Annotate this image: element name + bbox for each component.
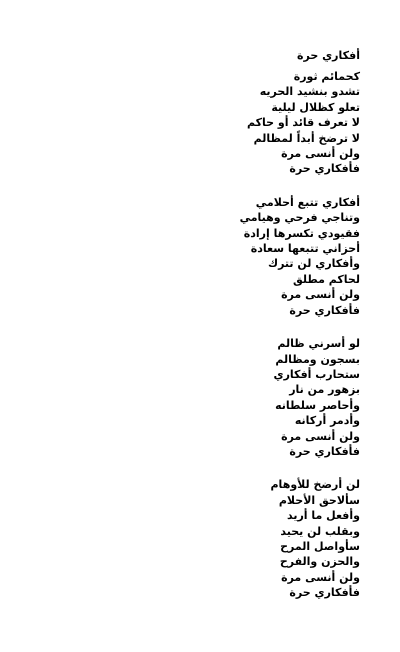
poem-line: لن أرضخ للأوهام	[270, 478, 360, 492]
poem-line: تشدو بنشيد الحريه	[259, 85, 360, 99]
poem-line: فأفكاري حرة	[289, 586, 360, 600]
poem-line: تعلو كظلال ليلية	[271, 100, 360, 114]
stanza-4	[40, 477, 360, 600]
poem-line: وأفكاري لن تترك	[268, 257, 360, 271]
poem-line: فقيودي تكسرها إرادة	[243, 226, 360, 240]
poem-line: فأفكاري حرة	[289, 162, 360, 176]
poem-line: كحمائم ثورة	[293, 70, 360, 83]
poem-line: لا تعرف قائد أو حاكم	[247, 116, 360, 130]
poem-line: والحزن والفرح	[279, 555, 360, 569]
stanza-2	[40, 195, 360, 318]
poem-line: ولن أنسى مرة	[281, 429, 360, 443]
poem-line: وأدمر أركانه	[294, 414, 360, 428]
poem-line: سألاحق الأحلام	[278, 493, 360, 507]
poem-line: لو أسرني ظالم	[277, 337, 360, 351]
poem-line: وأحاصر سلطانه	[275, 398, 360, 412]
stanza-3	[40, 336, 360, 459]
poem-line: بزهور من نار	[289, 383, 360, 397]
poem-line: بسجون ومظالم	[275, 352, 360, 366]
poem-line: لا ترضخ أبداً لمظالم	[253, 131, 360, 145]
poem-line: أفكاري تتبع أحلامي	[255, 195, 360, 209]
poem-line: ولن أنسى مرة	[281, 288, 360, 302]
poem-line: فأفكاري حرة	[289, 444, 360, 458]
poem-title: أفكاري حرة	[296, 49, 360, 62]
poem-line: فأفكاري حرة	[289, 303, 360, 317]
poem-line: ولن أنسى مرة	[281, 147, 360, 161]
poem-line: لحاكم مطلق	[293, 272, 360, 286]
poem-line: وبقلب لن يحيد	[280, 524, 360, 538]
poem-line: وتناجي فرحي وهيامي	[239, 211, 360, 225]
poem-line: أحزاني تتبعها سعادة	[250, 242, 360, 256]
poem	[40, 48, 360, 619]
poem-line: وأفعل ما أريد	[286, 509, 360, 523]
poem-line: سأواصل المرح	[280, 539, 360, 553]
poem-line: ولن أنسى مرة	[281, 570, 360, 584]
stanza-1	[40, 69, 360, 177]
poem-line: ستحارب أفكاري	[273, 367, 360, 381]
